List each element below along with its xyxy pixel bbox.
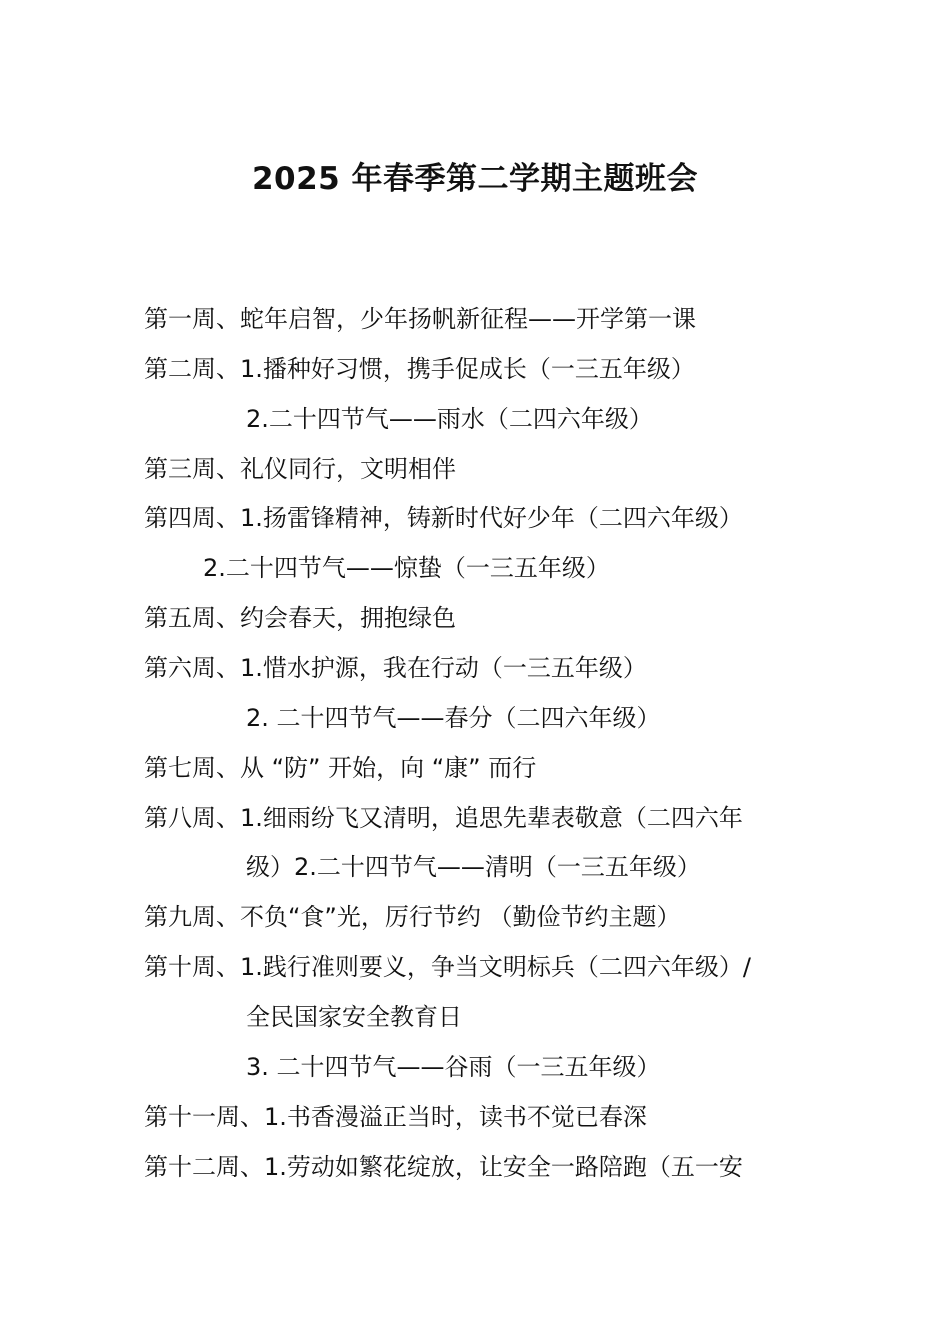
- document-title: 2025 年春季第二学期主题班会: [251, 161, 699, 197]
- schedule-line-week-11: 第十一周、1.书香漫溢正当时，读书不觉已春深: [144, 1103, 647, 1131]
- schedule-line-week-1: 第一周、蛇年启智，少年扬帆新征程——开学第一课: [144, 305, 696, 333]
- schedule-line-week-6: 第六周、1.惜水护源，我在行动（一三五年级）: [144, 654, 647, 682]
- schedule-line-week-3: 第三周、礼仪同行，文明相伴: [144, 455, 456, 483]
- schedule-line-week-7: 第七周、从 “防” 开始，向 “康” 而行: [144, 754, 537, 782]
- schedule-line-week-6-part-2: 2. 二十四节气——春分（二四六年级）: [246, 704, 661, 732]
- schedule-line-week-10-continued: 全民国家安全教育日: [246, 1003, 462, 1031]
- schedule-line-week-2: 第二周、1.播种好习惯，携手促成长（一三五年级）: [144, 355, 695, 383]
- schedule-line-week-8: 第八周、1.细雨纷飞又清明，追思先辈表敬意（二四六年: [144, 804, 743, 832]
- schedule-line-week-4-part-2: 2.二十四节气——惊蛰（一三五年级）: [203, 554, 610, 582]
- schedule-line-week-8-continued: 级）2.二十四节气——清明（一三五年级）: [246, 853, 701, 881]
- schedule-line-week-10: 第十周、1.践行准则要义，争当文明标兵（二四六年级）/: [144, 953, 751, 981]
- schedule-line-week-10-part-3: 3. 二十四节气——谷雨（一三五年级）: [246, 1053, 661, 1081]
- schedule-line-week-2-part-2: 2.二十四节气——雨水（二四六年级）: [246, 405, 653, 433]
- schedule-line-week-9: 第九周、不负“食”光，厉行节约 （勤俭节约主题）: [144, 903, 681, 931]
- schedule-line-week-5: 第五周、约会春天，拥抱绿色: [144, 604, 456, 632]
- schedule-line-week-12: 第十二周、1.劳动如繁花绽放，让安全一路陪跑（五一安: [144, 1153, 743, 1181]
- schedule-line-week-4: 第四周、1.扬雷锋精神，铸新时代好少年（二四六年级）: [144, 504, 743, 532]
